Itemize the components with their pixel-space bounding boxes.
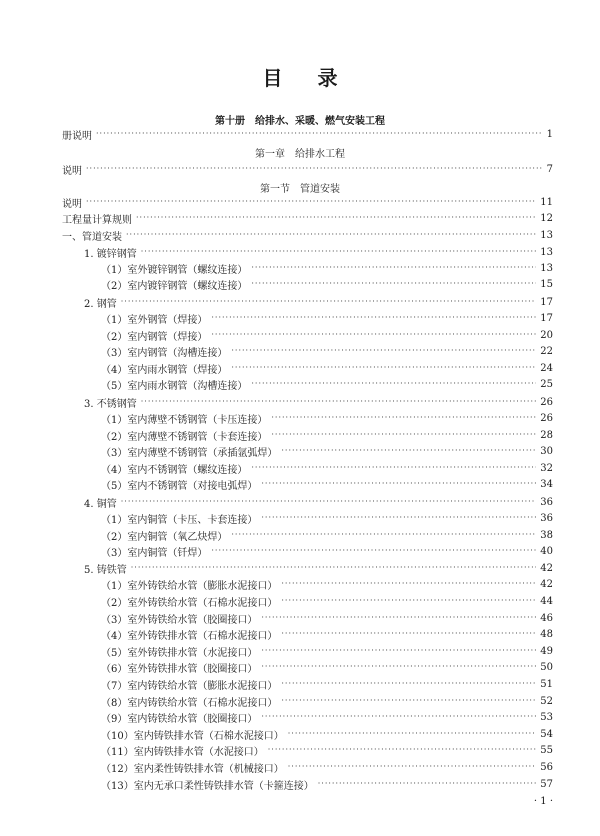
toc-entry[interactable]: [62, 162, 553, 176]
toc-leader-dots: [271, 428, 536, 442]
toc-entry[interactable]: [101, 743, 553, 757]
toc-leader-dots: [251, 277, 536, 291]
toc-entry-page: 57: [540, 778, 553, 790]
toc-entry-page: 34: [540, 478, 553, 490]
toc-leader-dots: [131, 561, 537, 575]
toc-entry[interactable]: [101, 627, 553, 641]
toc-entry[interactable]: [101, 577, 553, 591]
toc-entry-page: 22: [540, 345, 553, 357]
toc-entry[interactable]: [101, 428, 553, 442]
toc-entry[interactable]: [101, 377, 553, 391]
toc-entry[interactable]: [101, 644, 553, 658]
toc-leader-dots: [261, 611, 536, 625]
toc-entry-page: 11: [540, 196, 553, 208]
toc-entry-label: （11）室内铸铁排水管（水泥接口）: [101, 746, 264, 758]
toc-leader-dots: [126, 228, 536, 242]
toc-entry[interactable]: [101, 411, 553, 425]
toc-entry-page: 30: [540, 445, 553, 457]
toc-entry[interactable]: [101, 344, 553, 358]
toc-leader-dots: [86, 195, 536, 209]
toc-entry-label: （5）室内不锈钢管（对接电弧焊）: [101, 480, 258, 492]
toc-leader-dots: [281, 677, 536, 691]
toc-leader-dots: [136, 211, 536, 225]
toc-entry[interactable]: [101, 777, 553, 791]
toc-leader-dots: [211, 544, 536, 558]
toc-entry-page: 55: [540, 744, 553, 756]
toc-entry[interactable]: [62, 228, 553, 242]
toc-entry[interactable]: [101, 528, 553, 542]
toc-leader-dots: [231, 528, 536, 542]
toc-entry-label: （2）室内铜管（氧乙炔焊）: [101, 531, 228, 543]
toc-entry-label: （5）室外铸铁排水管（水泥接口）: [101, 647, 258, 659]
toc-entry-label: 2. 钢管: [84, 298, 117, 310]
toc-entry-page: 26: [540, 412, 553, 424]
toc-entry-label: （1）室外铸铁给水管（膨胀水泥接口）: [101, 580, 278, 592]
toc-entry-page: 26: [540, 396, 553, 408]
toc-leader-dots: [268, 743, 537, 757]
toc-entry-page: 42: [540, 562, 553, 574]
toc-entry-label: （8）室内铸铁给水管（石棉水泥接口）: [101, 697, 278, 709]
toc-entry[interactable]: [84, 395, 553, 409]
toc-leader-dots: [231, 344, 536, 358]
toc-entry-label: （1）室外钢管（焊接）: [101, 314, 208, 326]
toc-entry[interactable]: [101, 710, 553, 724]
toc-leader-dots: [288, 760, 537, 774]
toc-leader-dots: [288, 727, 537, 741]
toc-entry[interactable]: [84, 245, 553, 259]
toc-entry-label: （4）室外铸铁排水管（石棉水泥接口）: [101, 630, 278, 642]
chapter-heading: 第一章 给排水工程: [255, 149, 345, 160]
toc-entry-page: 54: [540, 728, 553, 740]
toc-entry-page: 36: [540, 512, 553, 524]
toc-entry-page: 40: [540, 545, 553, 557]
toc-entry-label: （2）室内钢管（焊接）: [101, 331, 208, 343]
toc-entry[interactable]: [101, 544, 553, 558]
toc-entry[interactable]: [101, 594, 553, 608]
toc-leader-dots: [261, 660, 536, 674]
toc-entry-page: 17: [540, 296, 553, 308]
toc-entry-label: 说明: [62, 165, 82, 177]
toc-entry-page: 48: [540, 628, 553, 640]
toc-entry-page: 12: [540, 212, 553, 224]
toc-entry-page: 28: [540, 429, 553, 441]
toc-entry-page: 42: [540, 578, 553, 590]
toc-entry-page: 52: [540, 695, 553, 707]
toc-entry-page: 24: [540, 362, 553, 374]
toc-entry[interactable]: [101, 694, 553, 708]
toc-entry-label: （2）室内薄壁不锈钢管（卡套连接）: [101, 431, 268, 443]
toc-entry-page: 32: [540, 462, 553, 474]
toc-entry[interactable]: [101, 328, 553, 342]
toc-entry-page: 56: [540, 761, 553, 773]
toc-entry-label: （4）室内雨水钢管（焊接）: [101, 364, 228, 376]
toc-leader-dots: [121, 495, 537, 509]
toc-entry[interactable]: [84, 561, 553, 575]
toc-entry-page: 50: [540, 661, 553, 673]
toc-entry-page: 53: [540, 711, 553, 723]
toc-entry-page: 36: [540, 496, 553, 508]
toc-entry-page: 49: [540, 645, 553, 657]
toc-entry[interactable]: [101, 311, 553, 325]
toc-entry[interactable]: [101, 611, 553, 625]
toc-entry[interactable]: [101, 511, 553, 525]
toc-entry-label: （9）室内铸铁给水管（胶圈接口）: [101, 713, 258, 725]
toc-entry-label: 5. 铸铁管: [84, 564, 127, 576]
toc-entry-page: 38: [540, 529, 553, 541]
toc-leader-dots: [261, 644, 536, 658]
toc-entry-page: 13: [540, 262, 553, 274]
toc-entry-label: （1）室外镀锌钢管（螺纹连接）: [101, 264, 248, 276]
toc-entry-label: （12）室内柔性铸铁排水管（机械接口）: [101, 763, 284, 775]
toc-entry[interactable]: [101, 361, 553, 375]
toc-leader-dots: [86, 162, 543, 176]
page-title: 目 录: [262, 66, 352, 90]
toc-entry-label: 1. 镀锌钢管: [84, 248, 137, 260]
toc-entry[interactable]: [62, 195, 553, 209]
toc-leader-dots: [211, 311, 536, 325]
toc-entry[interactable]: [101, 660, 553, 674]
toc-entry-page: 15: [540, 278, 553, 290]
toc-entry[interactable]: [62, 127, 553, 141]
toc-entry-label: （13）室内无承口柔性铸铁排水管（卡箍连接）: [101, 780, 314, 792]
toc-leader-dots: [281, 627, 536, 641]
toc-entry[interactable]: [101, 727, 553, 741]
toc-leader-dots: [96, 127, 543, 141]
toc-leader-dots: [251, 377, 536, 391]
toc-leader-dots: [281, 694, 536, 708]
toc-entry-label: 3. 不锈钢管: [84, 398, 137, 410]
toc-entry-label: （2）室外铸铁给水管（石棉水泥接口）: [101, 597, 278, 609]
toc-leader-dots: [261, 511, 536, 525]
toc-leader-dots: [251, 461, 536, 475]
toc-entry-label: （3）室内铜管（钎焊）: [101, 547, 208, 559]
toc-entry-label: （3）室内薄壁不锈钢管（承插氩弧焊）: [101, 447, 278, 459]
toc-entry-page: 17: [540, 312, 553, 324]
toc-entry-label: （1）室内薄壁不锈钢管（卡压连接）: [101, 414, 268, 426]
toc-entry-label: 一、管道安装: [62, 231, 122, 243]
toc-entry-page: 46: [540, 612, 553, 624]
toc-entry-page: 13: [540, 229, 553, 241]
toc-entry-label: （1）室内铜管（卡压、卡套连接）: [101, 514, 258, 526]
toc-entry-label: （7）室内铸铁给水管（膨胀水泥接口）: [101, 680, 278, 692]
toc-leader-dots: [231, 361, 536, 375]
toc-entry[interactable]: [84, 295, 553, 309]
toc-entry-label: （10）室内铸铁排水管（石棉水泥接口）: [101, 730, 284, 742]
toc-entry[interactable]: [101, 677, 553, 691]
toc-entry-label: （3）室外铸铁给水管（胶圈接口）: [101, 614, 258, 626]
toc-entry-page: 51: [540, 678, 553, 690]
toc-entry[interactable]: [101, 760, 553, 774]
toc-entry[interactable]: [62, 211, 553, 225]
toc-leader-dots: [281, 577, 536, 591]
toc-entry-page: 20: [540, 329, 553, 341]
toc-entry[interactable]: [101, 444, 553, 458]
toc-entry-label: （6）室外铸铁排水管（胶圈接口）: [101, 663, 258, 675]
toc-leader-dots: [318, 777, 537, 791]
toc-entry[interactable]: [101, 277, 553, 291]
page-number: · 1 ·: [533, 796, 553, 807]
toc-entry-label: 工程量计算规则: [62, 214, 132, 226]
section-heading: 第一节 管道安装: [260, 184, 340, 195]
toc-leader-dots: [281, 594, 536, 608]
toc-entry-label: （3）室内钢管（沟槽连接）: [101, 347, 228, 359]
toc-entry-page: 25: [540, 378, 553, 390]
toc-entry[interactable]: [101, 261, 553, 275]
toc-leader-dots: [271, 411, 536, 425]
toc-entry-page: 13: [540, 246, 553, 258]
toc-leader-dots: [121, 295, 537, 309]
toc-leader-dots: [261, 477, 536, 491]
toc-entry[interactable]: [84, 495, 553, 509]
toc-entry-page: 7: [546, 163, 553, 175]
toc-leader-dots: [141, 245, 537, 259]
toc-entry-label: 说明: [62, 198, 82, 210]
toc-leader-dots: [211, 328, 536, 342]
toc-entry[interactable]: [101, 461, 553, 475]
toc-entry-label: （5）室内雨水钢管（沟槽连接）: [101, 380, 248, 392]
toc-entry-label: 册说明: [62, 130, 92, 142]
toc-entry[interactable]: [101, 477, 553, 491]
toc-entry-label: 4. 铜管: [84, 498, 117, 510]
toc-entry-label: （4）室内不锈钢管（螺纹连接）: [101, 464, 248, 476]
toc-entry-page: 1: [546, 128, 553, 140]
toc-leader-dots: [281, 444, 536, 458]
toc-leader-dots: [261, 710, 536, 724]
volume-heading: 第十册 给排水、采暖、燃气安装工程: [215, 116, 385, 127]
toc-entry-page: 44: [540, 595, 553, 607]
toc-leader-dots: [251, 261, 536, 275]
toc-leader-dots: [141, 395, 537, 409]
toc-entry-label: （2）室内镀锌钢管（螺纹连接）: [101, 280, 248, 292]
